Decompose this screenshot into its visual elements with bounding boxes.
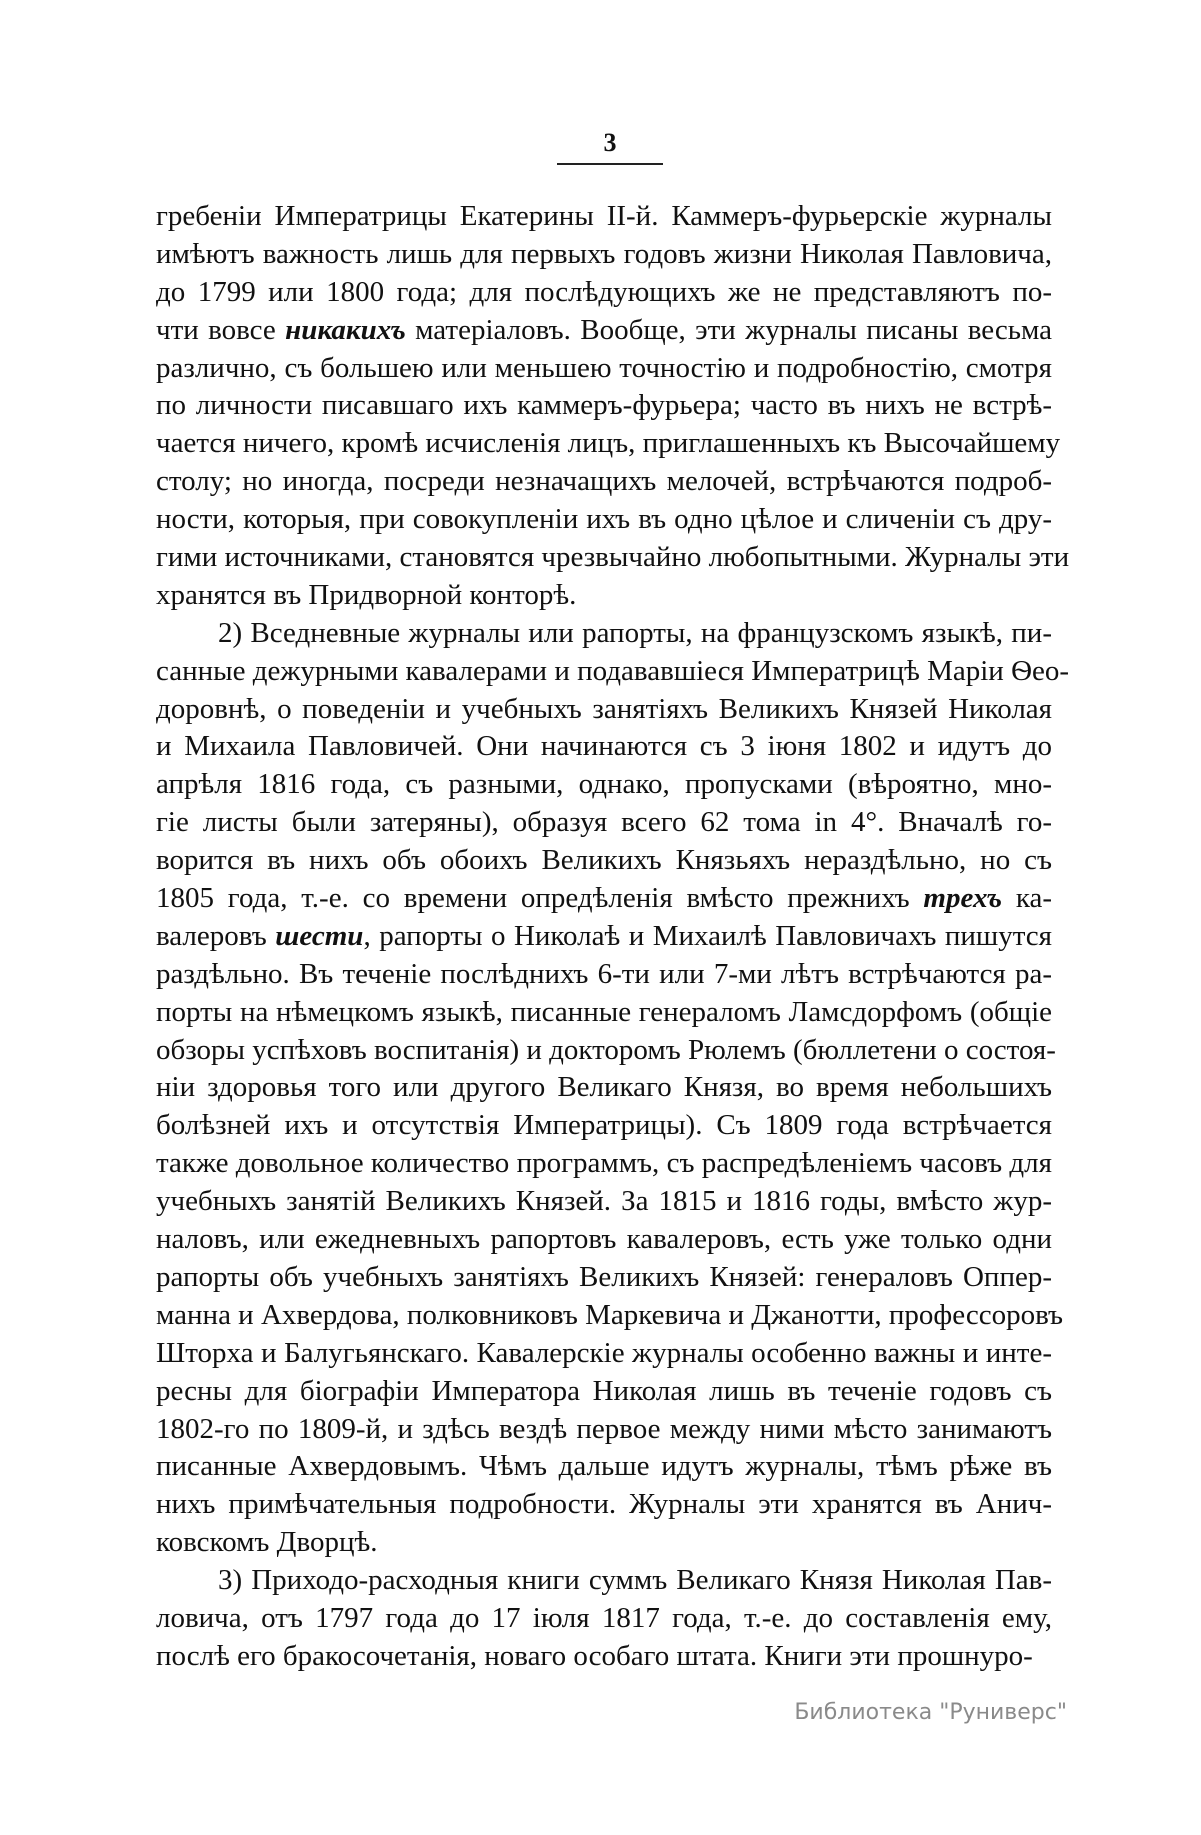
text-line: апрѣля 1816 года, съ разными, однако, пропусками (вѣроятно, мно-: [156, 768, 1052, 801]
text-line: доровнѣ, о поведеніи и учебныхъ занятіяхъ Великихъ Князей Николая: [156, 692, 1052, 725]
text-line: рапорты объ учебныхъ занятіяхъ Великихъ Князей: генераловъ Оппер-: [156, 1260, 1052, 1293]
text-line: Шторха и Балугьянскаго. Кавалерскіе журналы особенно важны и инте-: [156, 1336, 1052, 1369]
text-line: санные дежурными кавалерами и подававшіеся Императрицѣ Маріи Ѳео-: [156, 654, 1070, 687]
emphasized-word: шести: [275, 919, 364, 952]
text-line: 3) Приходо-расходныя книги суммъ Великаго Князя Николая Пав-: [218, 1564, 1052, 1597]
text-line: писанные Ахвердовымъ. Чѣмъ дальше идутъ журналы, тѣмъ рѣже въ: [156, 1450, 1052, 1483]
text-line: по личности писавшаго ихъ каммеръ-фурьера; часто въ нихъ не встрѣ-: [156, 389, 1052, 422]
paragraph: [156, 615, 1070, 1562]
text-line: послѣ его бракосочетанія, новаго особаго штата. Книги эти прошнуро-: [156, 1639, 1033, 1672]
text-line: гими источниками, становятся чрезвычайно любопытными. Журналы эти: [156, 541, 1070, 574]
text-line: ворится въ нихъ объ обоихъ Великихъ Князьяхъ нераздѣльно, но съ: [156, 844, 1052, 877]
page-number: 3: [603, 128, 617, 157]
text-line: чти вовсе никакихъ матеріаловъ. Вообще, эти журналы писаны весьма: [156, 313, 1052, 346]
text-line: наловъ, или ежедневныхъ рапортовъ кавалеровъ, есть уже только одни: [156, 1223, 1052, 1256]
text-line: столу; но иногда, посреди незначащихъ мелочей, встрѣчаются подроб-: [156, 465, 1052, 498]
text-line: валеровъ шести, рапорты о Николаѣ и Михаилѣ Павловичахъ пишутся: [156, 919, 1052, 952]
paragraph: [156, 1562, 1052, 1676]
text-line: нихъ примѣчательныя подробности. Журналы эти хранятся въ Анич-: [156, 1488, 1052, 1521]
text-line: имѣютъ важность лишь для первыхъ годовъ жизни Николая Павловича,: [156, 237, 1052, 270]
text-line: чается ничего, кромѣ исчисленія лицъ, приглашенныхъ къ Высочайшему: [156, 427, 1061, 460]
text-line: также довольное количество программъ, съ распредѣленіемъ часовъ для: [156, 1147, 1052, 1180]
text-line: хранятся въ Придворной конторѣ.: [156, 578, 577, 611]
text-line: гіе листы были затеряны), образуя всего 62 тома in 4°. Вначалѣ го-: [156, 806, 1052, 839]
text-line: обзоры успѣховъ воспитанія) и докторомъ Рюлемъ (бюллетени о состоя-: [156, 1033, 1056, 1066]
paragraph: [156, 198, 1070, 615]
emphasized-word: никакихъ: [285, 313, 406, 346]
body-text: [156, 198, 1070, 1676]
text-line: ловича, отъ 1797 года до 17 іюля 1817 года, т.-е. до составленія ему,: [156, 1601, 1052, 1634]
text-line: до 1799 или 1800 года; для послѣдующихъ же не представляютъ по-: [156, 275, 1052, 308]
text-line: 1802-го по 1809-й, и здѣсь вездѣ первое между ними мѣсто занимаютъ: [156, 1412, 1052, 1445]
text-line: болѣзней ихъ и отсутствія Императрицы). Съ 1809 года встрѣчается: [156, 1109, 1052, 1142]
text-line: учебныхъ занятій Великихъ Князей. За 1815 и 1816 годы, вмѣсто жур-: [156, 1185, 1052, 1218]
text-line: гребеніи Императрицы Екатерины II-й. Каммеръ-фурьерскіе журналы: [156, 200, 1052, 232]
text-line: раздѣльно. Въ теченіе послѣднихъ 6-ти или 7-ми лѣтъ встрѣчаются ра-: [156, 957, 1052, 990]
text-line: ности, которыя, при совокупленіи ихъ въ одно цѣлое и сличеніи съ дру-: [156, 503, 1052, 536]
text-line: ковскомъ Дворцѣ.: [156, 1526, 378, 1559]
library-watermark: Библиотека "Руниверс": [794, 1700, 1067, 1725]
text-line: порты на нѣмецкомъ языкѣ, писанные генераломъ Ламсдорфомъ (общіе: [156, 995, 1052, 1028]
emphasized-word: трехъ: [923, 882, 1003, 915]
text-line: манна и Ахвердова, полковниковъ Маркевича и Джанотти, профессоровъ: [156, 1298, 1064, 1331]
text-line: 1805 года, т.-е. со времени опредѣленія вмѣсто прежнихъ трехъ ка-: [156, 882, 1052, 915]
text-line: и Михаила Павловичей. Они начинаются съ 3 іюня 1802 и идутъ до: [156, 730, 1052, 763]
header-rule: [557, 163, 663, 165]
text-line: 2) Вседневные журналы или рапорты, на французскомъ языкѣ, пи-: [218, 616, 1052, 649]
text-line: ніи здоровья того или другого Великаго Князя, во время небольшихъ: [156, 1071, 1052, 1104]
text-line: ресны для біографіи Императора Николая лишь въ теченіе годовъ съ: [156, 1374, 1052, 1407]
text-line: различно, съ большею или меньшею точностію и подробностію, смотря: [156, 351, 1052, 384]
